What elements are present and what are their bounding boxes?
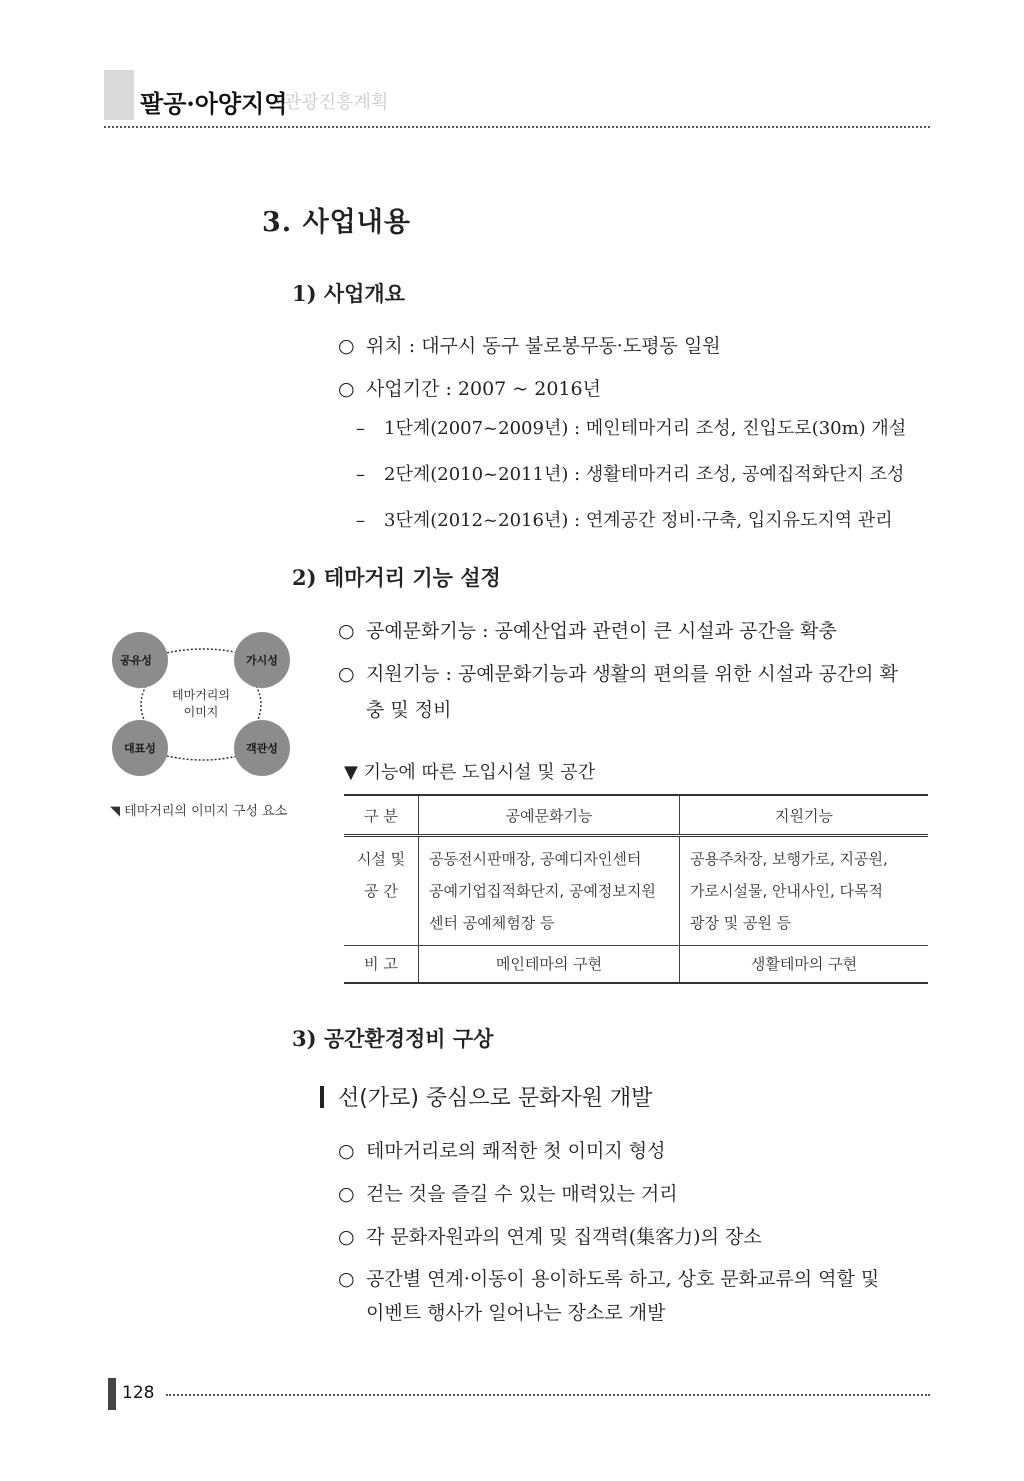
period-text: 사업기간 : 2007 ~ 2016년 bbox=[366, 378, 601, 400]
table-cell-support: 생활테마의 구현 bbox=[680, 946, 929, 984]
table-cell-craft: 메인테마의 구현 bbox=[419, 946, 680, 984]
page-number: 128 bbox=[122, 1383, 155, 1403]
table-caption: ▼ 기능에 따른 도입시설 및 공간 bbox=[344, 762, 596, 783]
cell-line: 광장 및 공원 등 bbox=[690, 914, 792, 932]
circle-bullet-icon: ○ bbox=[338, 1226, 355, 1248]
bullet-item bbox=[338, 1181, 678, 1209]
dash-bullet-icon: – bbox=[356, 464, 365, 485]
subsection-title-function: 2) 테마거리 기능 설정 bbox=[292, 565, 501, 590]
circle-bullet-icon: ○ bbox=[338, 663, 355, 685]
circle-bullet-icon: ○ bbox=[338, 1268, 355, 1290]
support-function-text-cont: 충 및 정비 bbox=[366, 698, 452, 721]
table-header-row bbox=[344, 795, 928, 836]
diagram-node-label: 대표성 bbox=[124, 742, 156, 755]
table-row-label: 비 고 bbox=[344, 946, 419, 984]
circle-bullet-icon: ○ bbox=[338, 378, 355, 400]
bullet-support-function bbox=[338, 661, 930, 724]
table-row bbox=[344, 946, 928, 984]
table-cell-support bbox=[680, 836, 929, 946]
heading-bar-icon bbox=[320, 1086, 324, 1108]
bullet-item bbox=[338, 1138, 665, 1166]
table-cell-craft bbox=[419, 836, 680, 946]
circle-bullet-icon: ○ bbox=[338, 620, 355, 642]
diagram-node-label: 객관성 bbox=[246, 742, 278, 755]
running-subtitle: 관광진흥계획 bbox=[284, 92, 389, 113]
circle-bullet-icon: ○ bbox=[338, 1183, 355, 1205]
phase-item bbox=[356, 460, 904, 486]
circle-bullet-icon: ○ bbox=[338, 1140, 355, 1162]
caption-marker-icon: ◥ bbox=[110, 804, 120, 819]
bullet-craft-function bbox=[338, 618, 837, 646]
diagram-node-label: 공유성 bbox=[120, 654, 152, 667]
subsection-title-overview: 1) 사업개요 bbox=[292, 281, 406, 306]
diagram-connector bbox=[256, 686, 261, 724]
facilities-table bbox=[344, 794, 928, 984]
bullet-item bbox=[338, 1266, 930, 1327]
sub-heading bbox=[320, 1081, 652, 1112]
row-label-line: 시설 및 bbox=[356, 850, 406, 868]
bullet-location bbox=[338, 333, 721, 361]
header-marker bbox=[104, 70, 134, 120]
table-header-cell: 구 분 bbox=[344, 795, 419, 836]
diagram-connector bbox=[141, 686, 146, 724]
cell-line: 센터 공예체험장 등 bbox=[429, 914, 555, 932]
phase-item bbox=[356, 414, 906, 440]
phase-text: 1단계(2007~2009년) : 메인테마거리 조성, 진입도로(30m) 개설 bbox=[384, 418, 907, 439]
row-label-line: 공 간 bbox=[364, 882, 398, 900]
header-divider bbox=[104, 126, 930, 128]
craft-function-text: 공예문화기능 : 공예산업과 관련이 큰 시설과 공간을 확충 bbox=[366, 620, 837, 642]
phase-text: 2단계(2010~2011년) : 생활테마거리 조성, 공예집적화단지 조성 bbox=[384, 464, 905, 485]
cell-line: 공예기업집적화단지, 공예정보지원 bbox=[429, 882, 656, 900]
table-header-cell: 지원기능 bbox=[680, 795, 929, 836]
cell-line: 공동전시판매장, 공예디자인센터 bbox=[429, 850, 642, 868]
diagram-node-label: 가시성 bbox=[246, 654, 278, 667]
dash-bullet-icon: – bbox=[356, 418, 365, 439]
sub-heading-text: 선(가로) 중심으로 문화자원 개발 bbox=[338, 1086, 653, 1111]
phase-item bbox=[356, 506, 893, 532]
subsection-title-environment: 3) 공간환경정비 구상 bbox=[292, 1026, 494, 1051]
bullet-text-cont: 이벤트 행사가 일어나는 장소로 개발 bbox=[366, 1301, 666, 1324]
section-title: 3. 사업내용 bbox=[262, 207, 411, 238]
location-text: 위치 : 대구시 동구 불로봉무동·도평동 일원 bbox=[366, 335, 721, 357]
diagram-center-label: 이미지 bbox=[183, 705, 219, 719]
bullet-text: 걷는 것을 즐길 수 있는 매력있는 거리 bbox=[366, 1183, 678, 1205]
diagram-caption-text: 테마거리의 이미지 구성 요소 bbox=[124, 804, 288, 819]
circle-bullet-icon: ○ bbox=[338, 335, 355, 357]
support-function-text: 지원기능 : 공예문화기능과 생활의 편의를 위한 시설과 공간의 확 bbox=[366, 663, 898, 685]
diagram-caption bbox=[110, 800, 287, 819]
running-title: 팔공·아양지역 bbox=[140, 89, 288, 118]
footer-marker bbox=[108, 1378, 116, 1410]
image-components-diagram bbox=[110, 628, 300, 780]
cell-line: 가로시설물, 안내사인, 다목적 bbox=[690, 882, 883, 900]
footer-divider bbox=[166, 1394, 930, 1396]
diagram-center-label: 테마거리의 bbox=[172, 688, 230, 702]
table-header-cell: 공예문화기능 bbox=[419, 795, 680, 836]
bullet-text: 각 문화자원과의 연계 및 집객력(集客力)의 장소 bbox=[366, 1226, 762, 1248]
dash-bullet-icon: – bbox=[356, 510, 365, 531]
table-row bbox=[344, 836, 928, 946]
table-row-label bbox=[344, 836, 419, 946]
bullet-period bbox=[338, 376, 601, 404]
cell-line: 공용주차장, 보행가로, 지공원, bbox=[690, 850, 888, 868]
bullet-text: 공간별 연계·이동이 용이하도록 하고, 상호 문화교류의 역할 및 bbox=[366, 1268, 880, 1290]
bullet-text: 테마거리로의 쾌적한 첫 이미지 형성 bbox=[366, 1140, 666, 1162]
phase-text: 3단계(2012~2016년) : 연계공간 정비·구축, 입지유도지역 관리 bbox=[384, 510, 893, 531]
bullet-item bbox=[338, 1224, 762, 1252]
